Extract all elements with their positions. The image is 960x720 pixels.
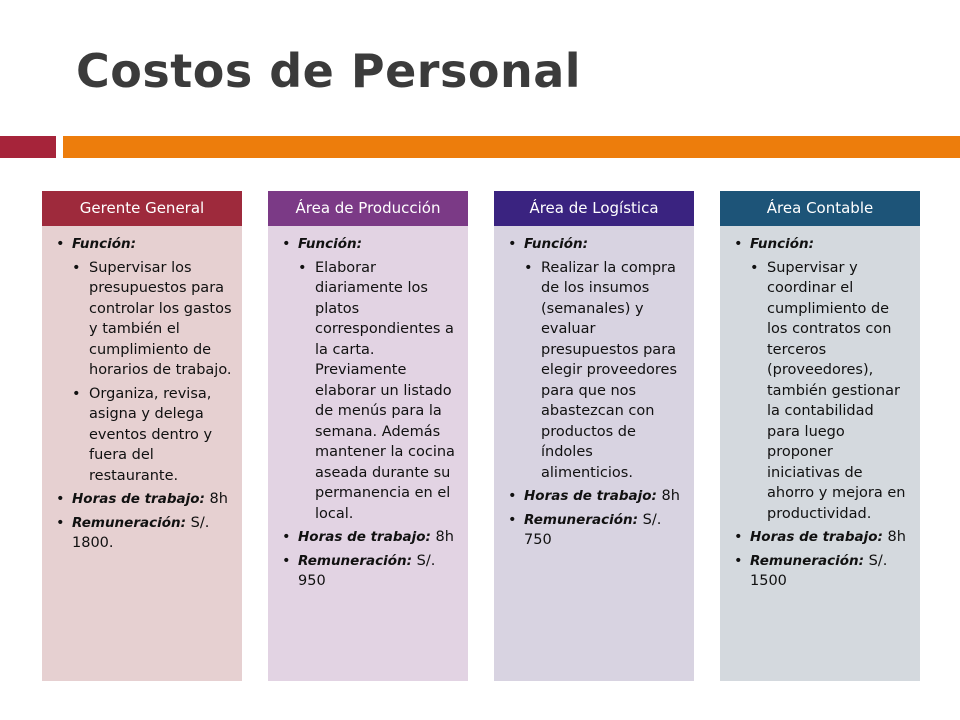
role-column-header: Área de Producción [268,191,468,226]
remuneracion-label: Remuneración: [72,514,187,531]
funcion-item [56,234,232,486]
funcion-text: • Supervisar y coordinar el cumplimiento de los contratos con terceros (proveedores), también gestionar la contabilidad para luego proponer iniciativas de ahorro y mejora en productividad. [750,258,910,525]
role-details-list [282,234,458,592]
remuneracion-value: S/. 950 [298,552,436,589]
funcion-item [734,234,910,524]
remuneracion-item [734,551,910,592]
page-title: Costos de Personal [76,44,582,98]
horas-label: Horas de trabajo: [750,529,883,545]
funcion-text: • Elaborar diariamente los platos correspondientes a la carta. Previamente elaborar un listado de menús para la semana. Además mantener la cocina aseada durante su permanencia en el local. [298,258,458,525]
funcion-text: • Organiza, revisa, asigna y delega eventos dentro y fuera del restaurante. [72,384,232,487]
horas-value: 8h [435,529,454,545]
funcion-list [524,258,684,484]
role-column-header: Área de Logística [494,191,694,226]
accent-bar-left [0,136,56,158]
funcion-list [298,258,458,525]
role-column [268,191,468,589]
horas-label: Horas de trabajo: [298,529,431,545]
horas-item [508,486,684,507]
role-details-list [734,234,910,592]
horas-item [282,527,458,548]
horas-value: 8h [661,488,680,504]
horas-item [734,527,910,548]
role-column [720,191,920,589]
horas-value: 8h [209,491,228,507]
horas-label: Horas de trabajo: [524,488,657,504]
role-column [494,191,694,548]
accent-bar-right [63,136,960,158]
remuneracion-label: Remuneración: [750,552,865,569]
role-column-header: Gerente General [42,191,242,226]
remuneracion-value: S/. 1800. [72,514,210,551]
remuneracion-item [282,551,458,592]
funcion-label: Función: [298,236,363,252]
funcion-item [508,234,684,483]
remuneracion-label: Remuneración: [524,511,639,528]
horas-label: Horas de trabajo: [72,491,205,507]
horas-item [56,489,232,510]
remuneracion-label: Remuneración: [298,552,413,569]
role-column-header: Área Contable [720,191,920,226]
funcion-label: Función: [750,236,815,252]
remuneracion-item [56,513,232,554]
role-column-body [720,226,920,681]
role-column [42,191,242,551]
funcion-label: Función: [524,236,589,252]
role-details-list [508,234,684,551]
role-column-body [42,226,242,681]
funcion-item [282,234,458,524]
remuneracion-item [508,510,684,551]
horas-value: 8h [887,529,906,545]
remuneracion-value: S/. 750 [524,511,662,548]
remuneracion-value: S/. 1500 [750,552,888,589]
funcion-list [72,258,232,487]
funcion-list [750,258,910,525]
funcion-text: • Realizar la compra de los insumos (semanales) y evaluar presupuestos para elegir proveedores para que nos abastezcan con productos de índoles alimenticios. [524,258,684,484]
funcion-label: Función: [72,236,137,252]
role-details-list [56,234,232,554]
role-column-body [494,226,694,681]
role-column-body [268,226,468,681]
funcion-text: • Supervisar los presupuestos para controlar los gastos y también el cumplimiento de horarios de trabajo. [72,258,232,381]
